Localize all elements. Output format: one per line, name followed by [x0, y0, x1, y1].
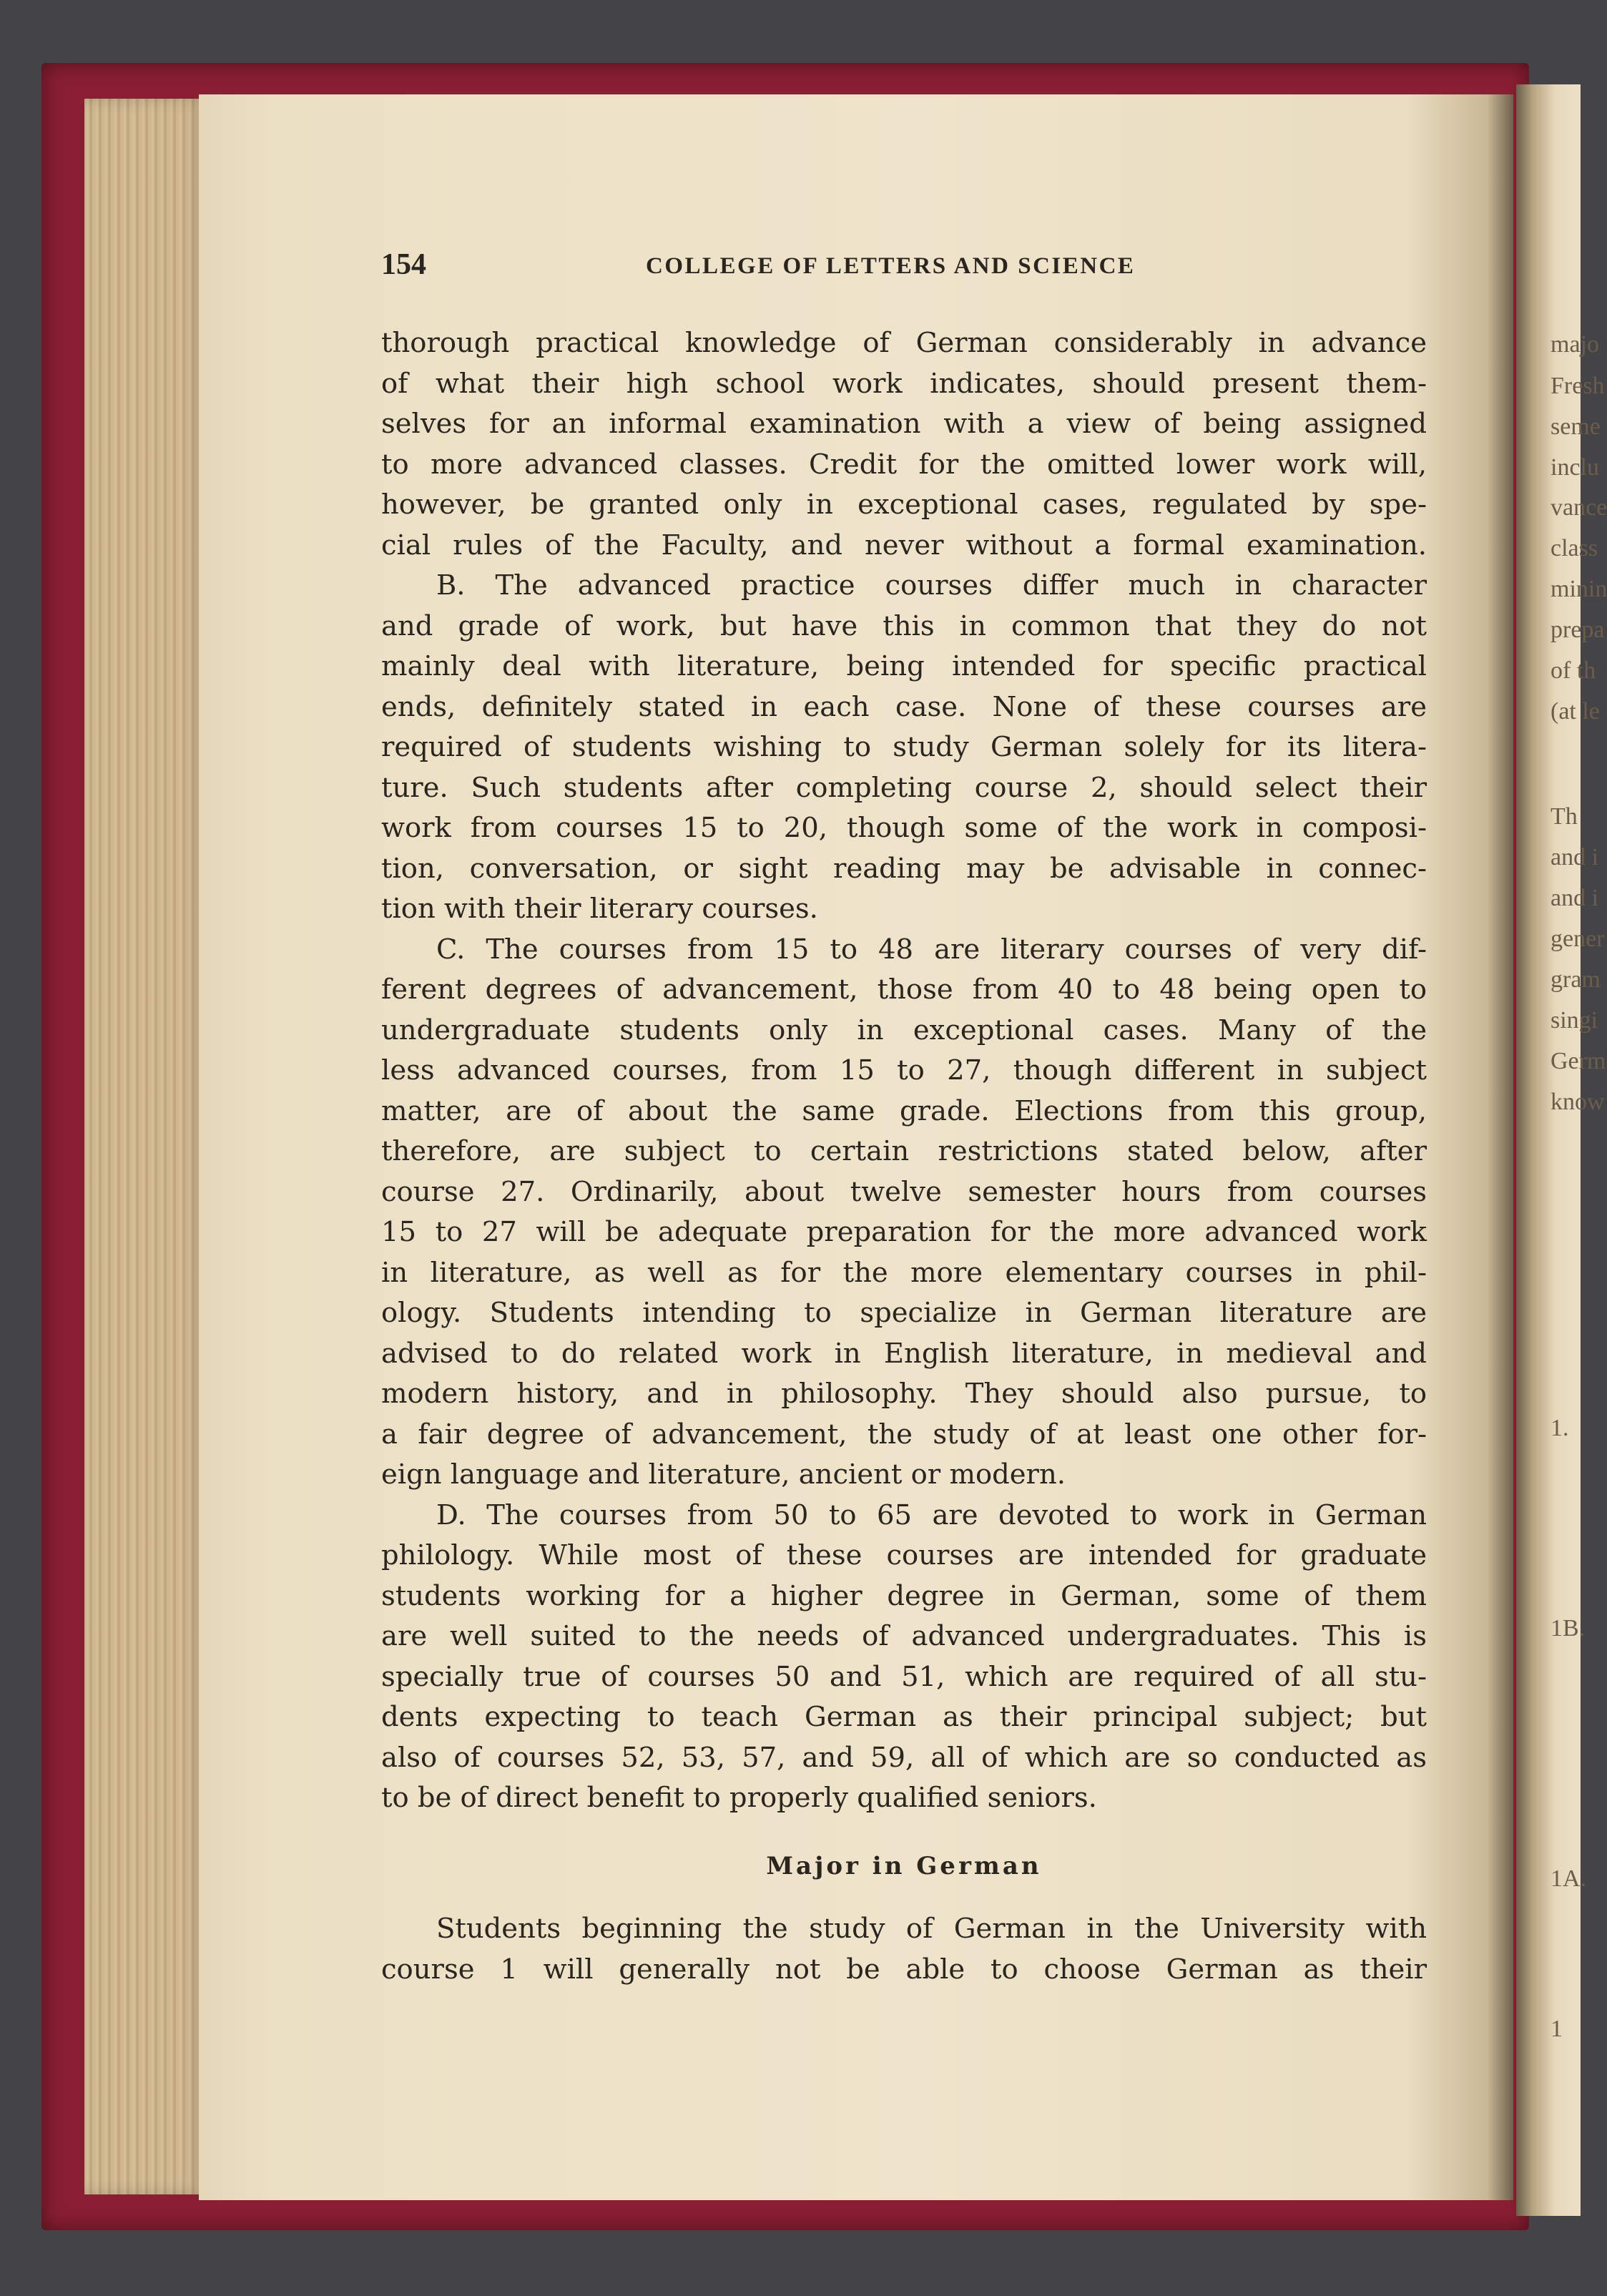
facing-page-fragment: class — [1551, 535, 1598, 561]
facing-page-fragment: Germ — [1551, 1048, 1606, 1074]
facing-page-fragment: know — [1551, 1089, 1605, 1115]
text-line: however, be granted only in exceptional cases, regulated by spe- — [381, 489, 1427, 521]
facing-page-fragment: gram — [1551, 966, 1601, 993]
facing-page-fragment: and i — [1551, 844, 1599, 870]
text-line: and grade of work, but have this in common that they do not — [381, 609, 1427, 642]
facing-page-fragment: gener — [1551, 926, 1605, 952]
facing-page-fragment: singi — [1551, 1007, 1598, 1034]
text-line: cial rules of the Faculty, and never without a formal examination. — [381, 529, 1427, 561]
facing-page-fragment: prepa — [1551, 617, 1605, 643]
facing-page-fragment: and i — [1551, 885, 1599, 911]
page-number: 154 — [381, 248, 426, 281]
text-line: required of students wishing to study German solely for its litera- — [381, 731, 1427, 763]
text-line: less advanced courses, from 15 to 27, though different in subject — [381, 1054, 1427, 1086]
facing-page-fragment: inclu — [1551, 454, 1599, 481]
text-line: philology. While most of these courses are intended for graduate — [381, 1539, 1427, 1571]
text-line: a fair degree of advancement, the study of at least one other for- — [381, 1418, 1427, 1451]
text-line: eign language and literature, ancient or modern. — [381, 1458, 1066, 1491]
facing-page-fragment: 1. — [1551, 1415, 1569, 1441]
body-text — [381, 323, 1427, 1990]
text-line: work from courses 15 to 20, though some of the work in composi- — [381, 812, 1427, 844]
facing-page-fragment: 1A. — [1551, 1865, 1587, 1892]
facing-page-fragment: vance — [1551, 494, 1607, 521]
facing-page-fragment: Fresh — [1551, 373, 1605, 399]
text-line: dents expecting to teach German as their principal subject; but — [381, 1701, 1427, 1733]
text-line: tion with their literary courses. — [381, 893, 818, 925]
text-line: of what their high school work indicates, should present them- — [381, 367, 1427, 400]
text-line: to be of direct benefit to properly qualified seniors. — [381, 1782, 1097, 1814]
facing-page-fragment: (at le — [1551, 698, 1600, 725]
facing-page-fragment: of th — [1551, 657, 1596, 684]
facing-page-fragment: seme — [1551, 413, 1601, 440]
text-line: course 27. Ordinarily, about twelve semester hours from courses — [381, 1175, 1427, 1208]
text-line: modern history, and in philosophy. They should also pursue, to — [381, 1378, 1427, 1410]
text-line: advised to do related work in English literature, in medieval and — [381, 1337, 1427, 1370]
facing-page-fragment: majo — [1551, 331, 1599, 358]
running-head — [381, 247, 1425, 290]
facing-page-fragment: 1 — [1551, 2016, 1563, 2042]
facing-page-fragment: minin — [1551, 576, 1607, 602]
text-line: matter, are of about the same grade. Elections from this group, — [381, 1094, 1427, 1127]
text-line: undergraduate students only in exceptional cases. Many of the — [381, 1014, 1427, 1046]
section-heading: Major in German — [766, 1851, 1042, 1880]
page-edges — [84, 99, 206, 2194]
text-line: B. The advanced practice courses differ much in character — [436, 569, 1427, 602]
text-line: ferent degrees of advancement, those from 40 to 48 being open to — [381, 973, 1427, 1006]
text-line: D. The courses from 50 to 65 are devoted to work in German — [436, 1498, 1427, 1531]
text-line: students working for a higher degree in German, some of them — [381, 1579, 1427, 1612]
text-line: 15 to 27 will be adequate preparation for the more advanced work — [381, 1216, 1427, 1248]
text-line: C. The courses from 15 to 48 are literary courses of very dif- — [436, 933, 1427, 966]
facing-page-edge — [1516, 84, 1607, 2216]
text-line: mainly deal with literature, being intended for specific practical — [381, 650, 1427, 682]
text-line: therefore, are subject to certain restrictions stated below, after — [381, 1135, 1427, 1167]
running-head-title: COLLEGE OF LETTERS AND SCIENCE — [646, 253, 1136, 279]
facing-page-fragment: Th — [1551, 803, 1578, 830]
facing-page-fragment: 1B. — [1551, 1615, 1586, 1642]
text-line: specially true of courses 50 and 51, which are required of all stu- — [381, 1660, 1427, 1693]
text-line: are well suited to the needs of advanced undergraduates. This is — [381, 1620, 1427, 1652]
text-line: ture. Such students after completing course 2, should select their — [381, 771, 1427, 804]
text-line: tion, conversation, or sight reading may be advisable in connec- — [381, 852, 1427, 885]
text-line: thorough practical knowledge of German considerably in advance — [381, 327, 1427, 359]
text-line: also of courses 52, 53, 57, and 59, all of which are so conducted as — [381, 1741, 1427, 1774]
text-line: Students beginning the study of German in the University with — [436, 1913, 1427, 1945]
text-line: course 1 will generally not be able to choose German as their — [381, 1953, 1427, 1986]
text-line: selves for an informal examination with a view of being assigned — [381, 408, 1427, 440]
text-line: ology. Students intending to specialize in German literature are — [381, 1297, 1427, 1329]
text-line: in literature, as well as for the more elementary courses in phil- — [381, 1256, 1427, 1289]
text-line: ends, definitely stated in each case. None of these courses are — [381, 690, 1427, 723]
text-line: to more advanced classes. Credit for the omitted lower work will, — [381, 448, 1427, 481]
